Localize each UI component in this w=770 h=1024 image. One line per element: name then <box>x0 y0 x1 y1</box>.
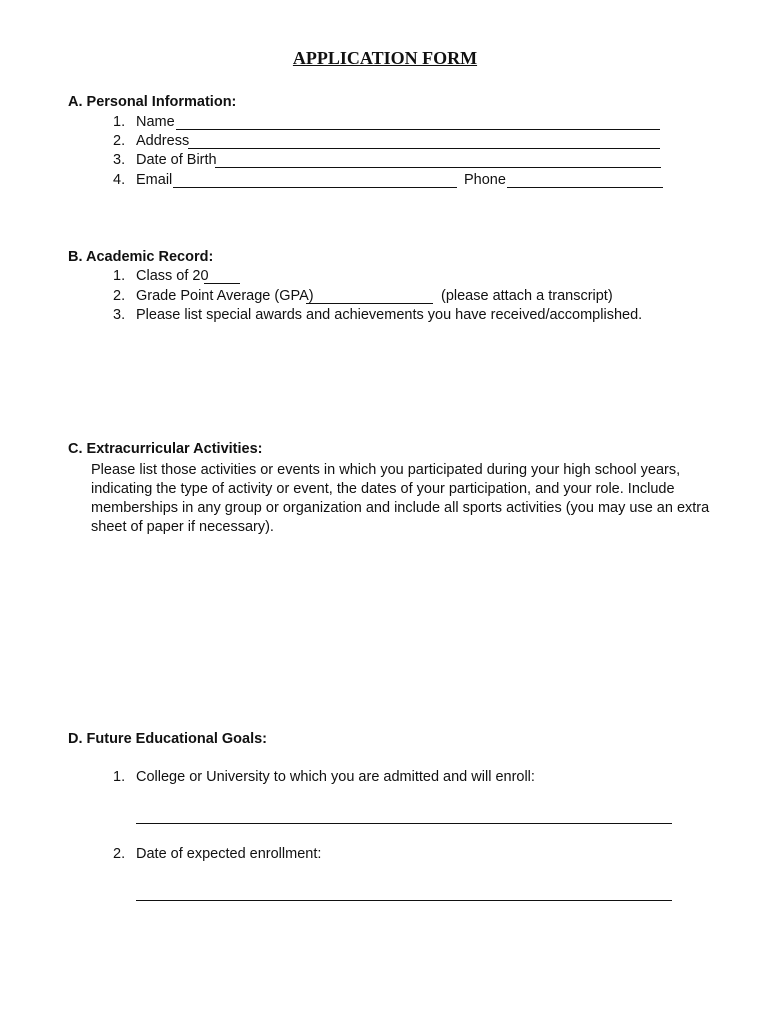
dob-label: Date of Birth <box>136 152 217 168</box>
section-d-heading: D. Future Educational Goals: <box>68 731 267 747</box>
section-c-heading: C. Extracurricular Activities: <box>68 441 263 457</box>
class-label: Class of 20 <box>136 268 209 284</box>
enrollment-date-field[interactable] <box>136 900 672 901</box>
enrollment-label: Date of expected enrollment: <box>136 846 322 862</box>
form-title: APPLICATION FORM <box>292 48 478 68</box>
awards-number: 3. <box>113 307 126 323</box>
enrollment-number: 2. <box>113 846 126 862</box>
activities-instructions: Please list those activities or events in which you participated during your high school years, indicating the type of activity or event, the dates of your participation, and your role. Include memberships in any group or organization and include all sports activities (you may use an extra sheet of paper if necessary). <box>91 462 710 535</box>
address-label: Address <box>136 133 190 149</box>
gpa-label: Grade Point Average (GPA) <box>136 288 314 304</box>
phone-label: Phone <box>464 172 506 188</box>
name-label: Name <box>136 114 175 130</box>
name-field[interactable] <box>176 129 660 130</box>
email-label: Email <box>136 172 173 188</box>
gpa-field[interactable] <box>306 303 433 304</box>
class-year-field[interactable] <box>204 283 240 284</box>
dob-number: 3. <box>113 152 126 168</box>
section-a-heading: A. Personal Information: <box>68 94 237 110</box>
name-number: 1. <box>113 114 126 130</box>
college-number: 1. <box>113 769 126 785</box>
gpa-number: 2. <box>113 288 126 304</box>
phone-field[interactable] <box>507 187 663 188</box>
transcript-note: (please attach a transcript) <box>441 288 613 304</box>
email-field[interactable] <box>173 187 457 188</box>
class-number: 1. <box>113 268 126 284</box>
address-number: 2. <box>113 133 126 149</box>
section-b-heading: B. Academic Record: <box>68 249 214 265</box>
dob-field[interactable] <box>215 167 661 168</box>
college-field[interactable] <box>136 823 672 824</box>
awards-label: Please list special awards and achievements you have received/accomplished. <box>136 307 643 323</box>
college-label: College or University to which you are admitted and will enroll: <box>136 769 535 785</box>
address-field[interactable] <box>188 148 660 149</box>
email-number: 4. <box>113 172 126 188</box>
